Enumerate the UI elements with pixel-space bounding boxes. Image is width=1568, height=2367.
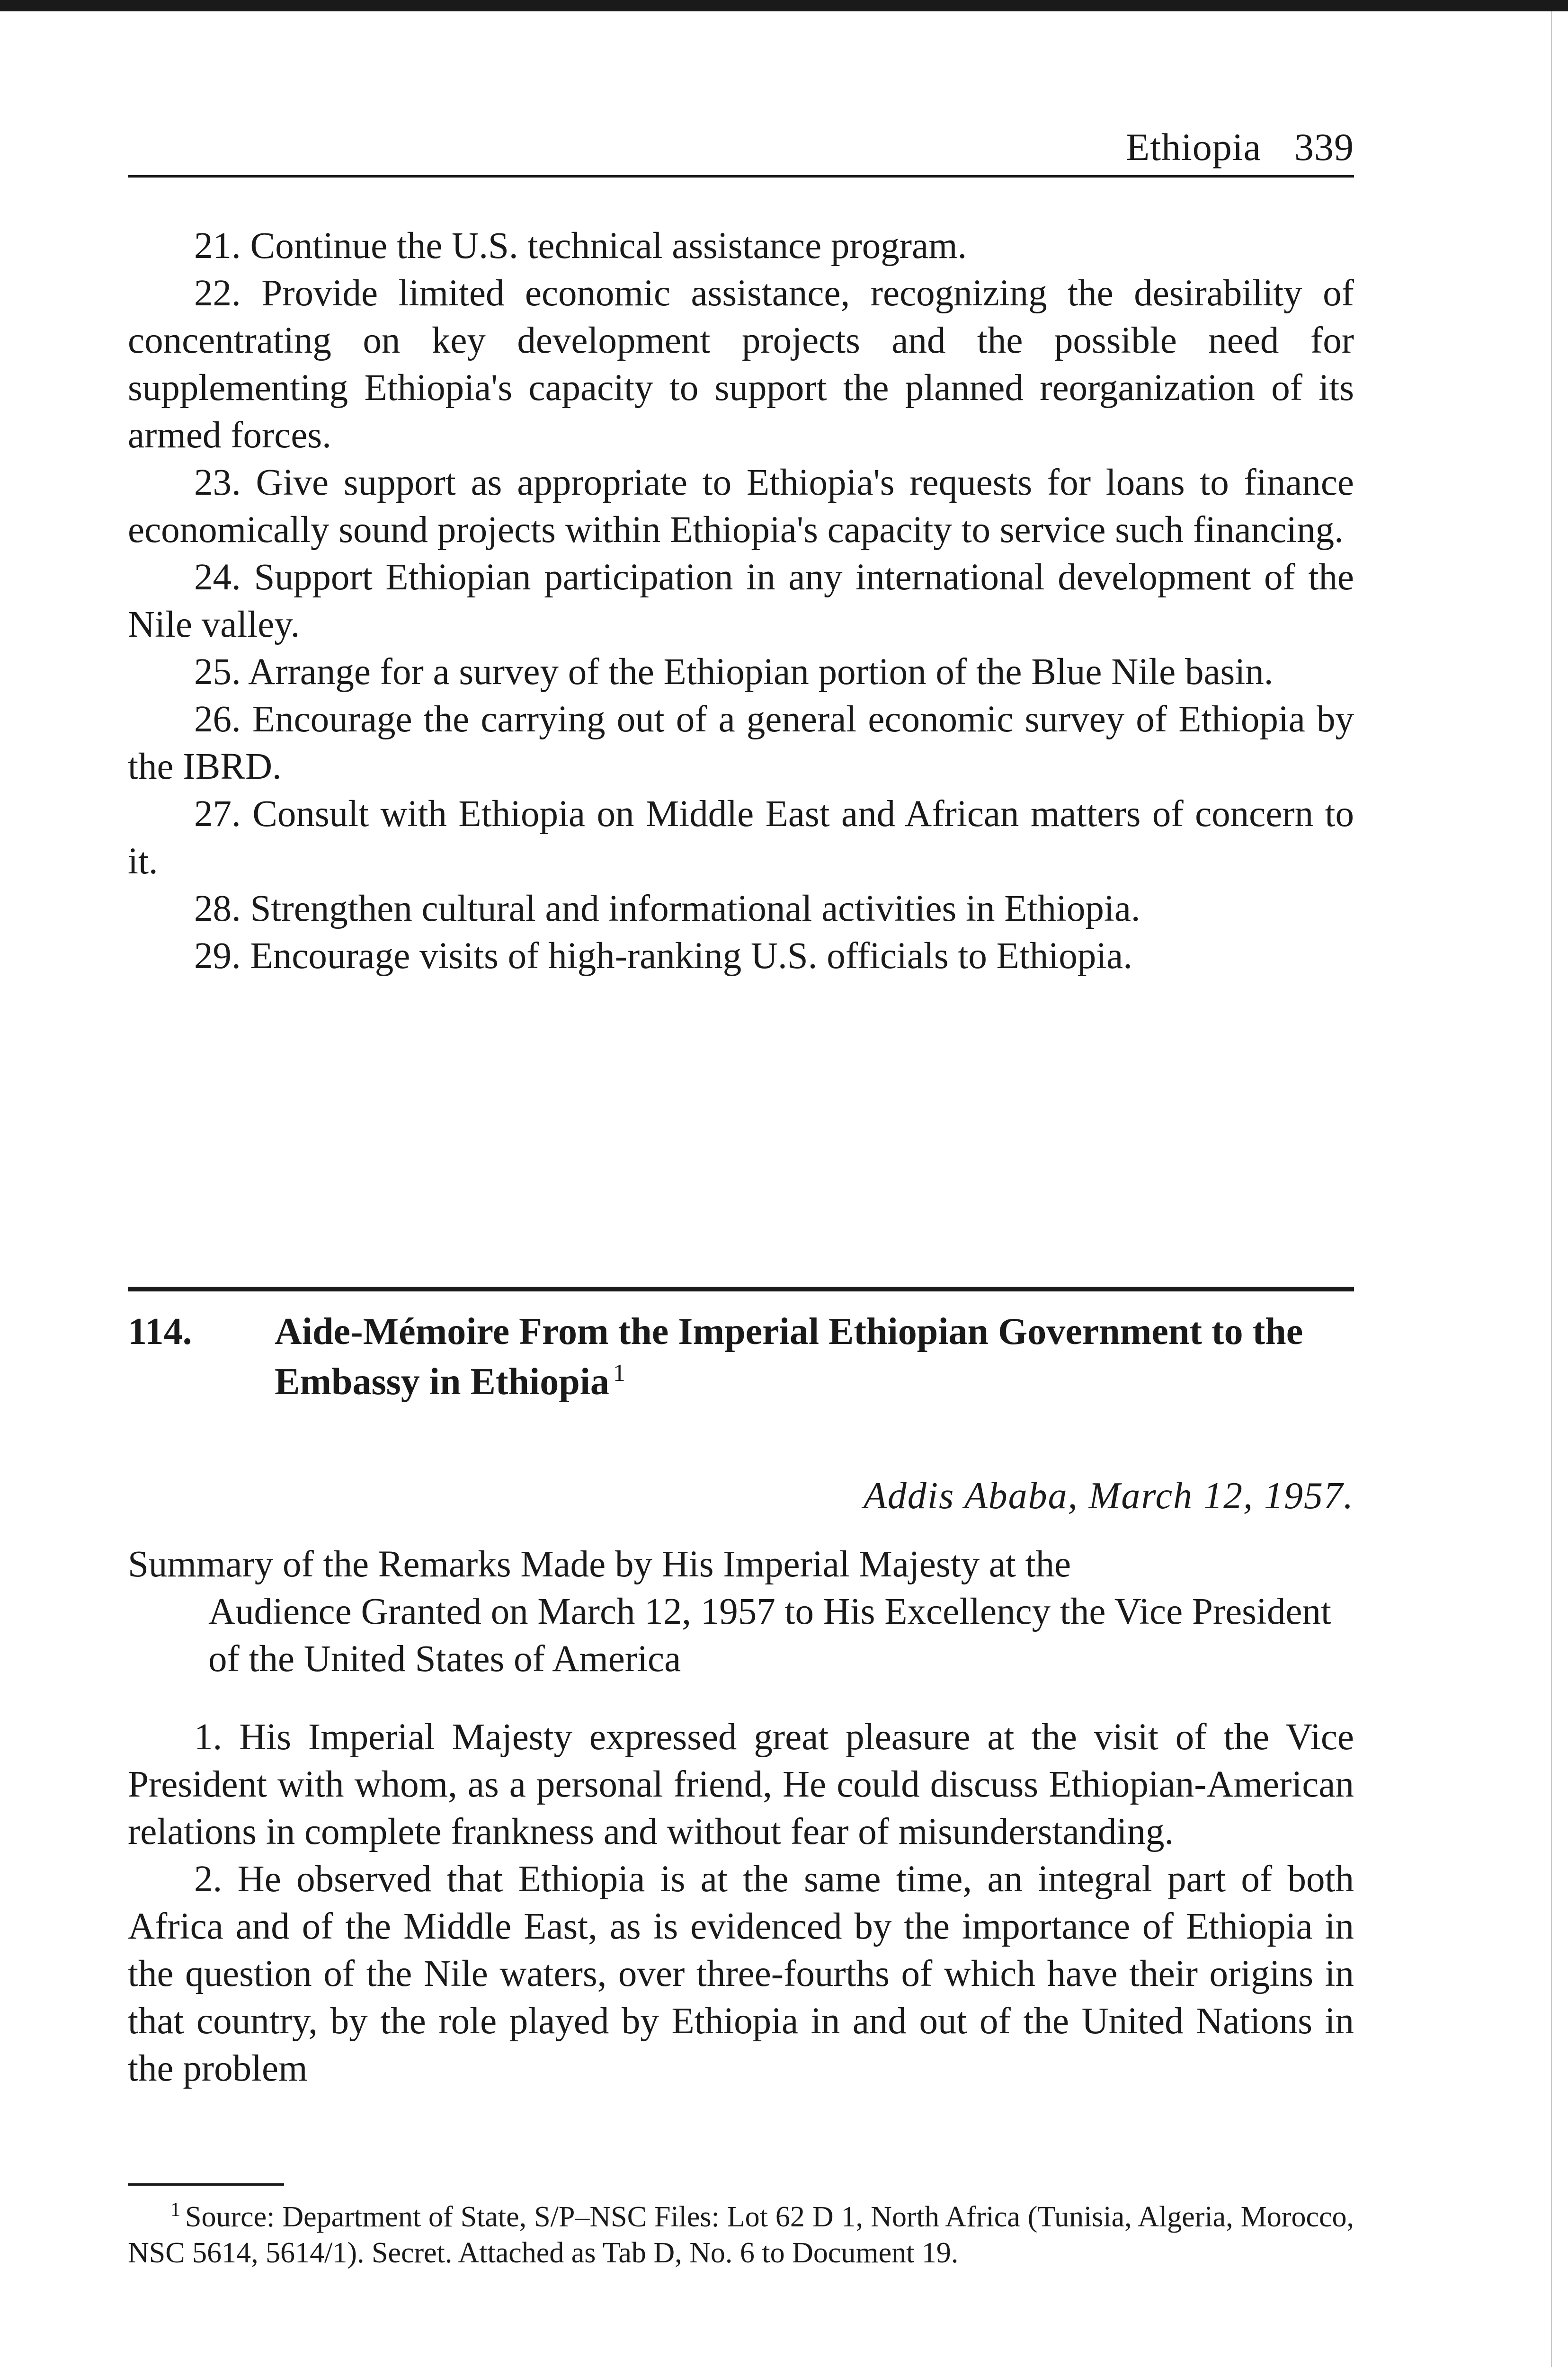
dateline: Addis Ababa, March 12, 1957. — [864, 1475, 1354, 1517]
list-item: 21. Continue the U.S. technical assistance program. — [194, 225, 967, 267]
footnote — [128, 2199, 1354, 2271]
list-item: 24. Support Ethiopian participation in any international development of the Nile valley. — [128, 557, 1354, 645]
summary-first-line: Summary of the Remarks Made by His Imperial Majesty at the — [128, 1544, 1071, 1585]
list-item: 22. Provide limited economic assistance, recognizing the desirability of concentrating on key development projects and the possible need for supplementing Ethiopia's capacity to support the planned reorganization of its armed forces. — [128, 273, 1354, 456]
list-item: 27. Consult with Ethiopia on Middle East and African matters of concern to it. — [128, 793, 1354, 882]
document-heading — [128, 1307, 1354, 1407]
recommendation-list — [128, 222, 1354, 980]
list-item: 23. Give support as appropriate to Ethiopia's requests for loans to finance economically sound projects within Ethiopia's capacity to service such financing. — [128, 462, 1354, 551]
document-body — [128, 1714, 1354, 2092]
body-paragraph: 1. His Imperial Majesty expressed great pleasure at the visit of the Vice President with whom, as a personal friend, He could discuss Ethiopian-American relations in complete frankness and without fear of misunderstanding. — [128, 1717, 1354, 1852]
list-item: 25. Arrange for a survey of the Ethiopian portion of the Blue Nile basin. — [194, 651, 1274, 693]
list-item: 29. Encourage visits of high-ranking U.S. officials to Ethiopia. — [194, 935, 1132, 977]
running-head — [1126, 125, 1354, 169]
summary-heading — [128, 1541, 1354, 1683]
footnote-marker: 1 — [170, 2199, 180, 2221]
summary-continuation: Audience Granted on March 12, 1957 to His Excellency the Vice President of the United States of America — [208, 1591, 1331, 1680]
body-paragraph: 2. He observed that Ethiopia is at the same time, an integral part of both Africa and of the Middle East, as is evidenced by the importance of Ethiopia in the question of the Nile waters, over three-fourths of which have their origins in that country, by the role played by Ethiopia in and out of the United Nations in the problem — [128, 1859, 1354, 2089]
footnote-rule — [128, 2183, 284, 2186]
scan-top-edge — [0, 0, 1568, 11]
list-item: 26. Encourage the carrying out of a general economic survey of Ethiopia by the IBRD. — [128, 699, 1354, 787]
document-title-block — [275, 1307, 1354, 1407]
footnote-reference: 1 — [613, 1360, 625, 1387]
list-item: 28. Strengthen cultural and informational activities in Ethiopia. — [194, 888, 1140, 929]
page-number: 339 — [1294, 125, 1354, 169]
header-rule — [128, 175, 1354, 178]
footnote-text: Source: Department of State, S/P–NSC Files: Lot 62 D 1, North Africa (Tunisia, Algeria, Morocco, NSC 5614, 5614/1). Secret. Attached as Tab D, No. 6 to Document 19. — [128, 2201, 1354, 2269]
running-head-title: Ethiopia — [1126, 125, 1261, 169]
document-number: 114. — [128, 1311, 192, 1353]
document-title: Aide-Mémoire From the Imperial Ethiopian Government to the Embassy in Ethiopia — [275, 1311, 1303, 1403]
section-divider — [128, 1287, 1354, 1291]
scan-right-edge — [1551, 11, 1552, 2367]
